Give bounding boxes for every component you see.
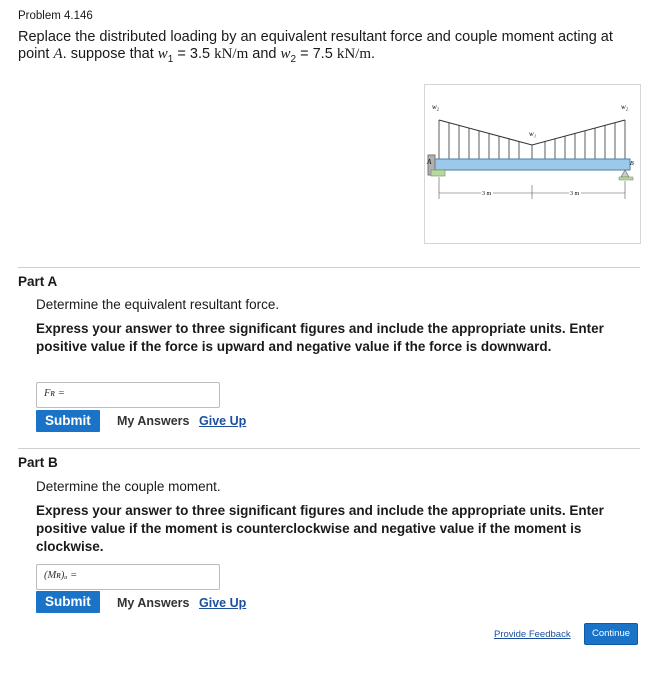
part-b-directive: Express your answer to three significant figures and include the appropriate units. Enter positive value if the moment is counterclockwise and negative value if the moment is clockwise. <box>36 503 604 554</box>
part-a-submit-button[interactable]: Submit <box>36 410 100 432</box>
part-b-submit-button[interactable]: Submit <box>36 591 100 613</box>
part-a-my-answers-link[interactable]: My Answers <box>117 414 190 428</box>
part-b-answer-label: (Mʀ)ₐ = <box>44 570 78 581</box>
w1-subscript: 1 <box>167 53 174 65</box>
w1-symbol: w <box>157 46 168 62</box>
part-b-answer-field[interactable] <box>36 564 220 590</box>
w2-subscript: 2 <box>290 53 297 65</box>
point-a-label: A <box>427 158 432 166</box>
w2-symbol: w <box>280 46 291 62</box>
part-b-divider <box>18 448 640 449</box>
statement-part1: Replace the distributed loading by an equivalent resultant force and couple moment acting at <box>18 29 613 45</box>
statement-part2: . suppose that <box>62 46 154 62</box>
part-b-my-answers-link[interactable]: My Answers <box>117 596 190 610</box>
w2-value: = 7.5 <box>300 46 333 62</box>
problem-number: Problem 4.146 <box>18 10 93 22</box>
dim-right-label: 3 m <box>570 191 580 197</box>
part-b-title: Part B <box>18 455 58 470</box>
part-b-answer-input[interactable] <box>97 567 216 587</box>
problem-figure <box>424 84 641 244</box>
and-word: and <box>252 46 277 62</box>
part-a-answer-field[interactable] <box>36 382 220 408</box>
part-a-directive: Express your answer to three significant figures and include the appropriate units. Enter positive value if the force is upward and negative value if the force is downward. <box>36 321 604 354</box>
point-b-label: B <box>630 161 634 167</box>
w1-mid-label: w₁ <box>529 130 537 138</box>
dim-left-label: 3 m <box>482 191 492 197</box>
w2-right-label: w₂ <box>621 103 629 111</box>
part-a-title: Part A <box>18 274 58 289</box>
dimension-line <box>439 177 625 199</box>
provide-feedback-link[interactable]: Provide Feedback <box>494 629 571 640</box>
part-a-instruction: Determine the equivalent resultant force. <box>36 297 280 312</box>
load-arrows <box>439 120 625 159</box>
point-variable: A <box>53 46 63 62</box>
w2-left-label: w₂ <box>432 103 440 111</box>
support-b <box>621 170 629 177</box>
beam-diagram <box>425 85 640 243</box>
w2-unit: kN/m <box>336 46 371 62</box>
w1-value: = 3.5 <box>177 46 211 62</box>
part-b-give-up-link[interactable]: Give Up <box>199 596 247 610</box>
w1-unit: kN/m <box>214 46 249 62</box>
part-b-instruction: Determine the couple moment. <box>36 479 221 494</box>
continue-button[interactable]: Continue <box>584 623 638 645</box>
part-a-answer-input[interactable] <box>82 385 216 405</box>
statement-point-word: point <box>18 46 50 62</box>
beam <box>434 159 630 170</box>
part-a-divider <box>18 267 640 268</box>
part-a-give-up-link[interactable]: Give Up <box>199 414 247 428</box>
problem-statement: Replace the distributed loading by an equivalent resultant force and couple moment acting at point A. suppose that $w_1 = 3.5$ kN/m and $w_2 = 7.5$ kN/m. <box>18 29 613 65</box>
part-a-answer-label: Fʀ = <box>44 388 65 399</box>
